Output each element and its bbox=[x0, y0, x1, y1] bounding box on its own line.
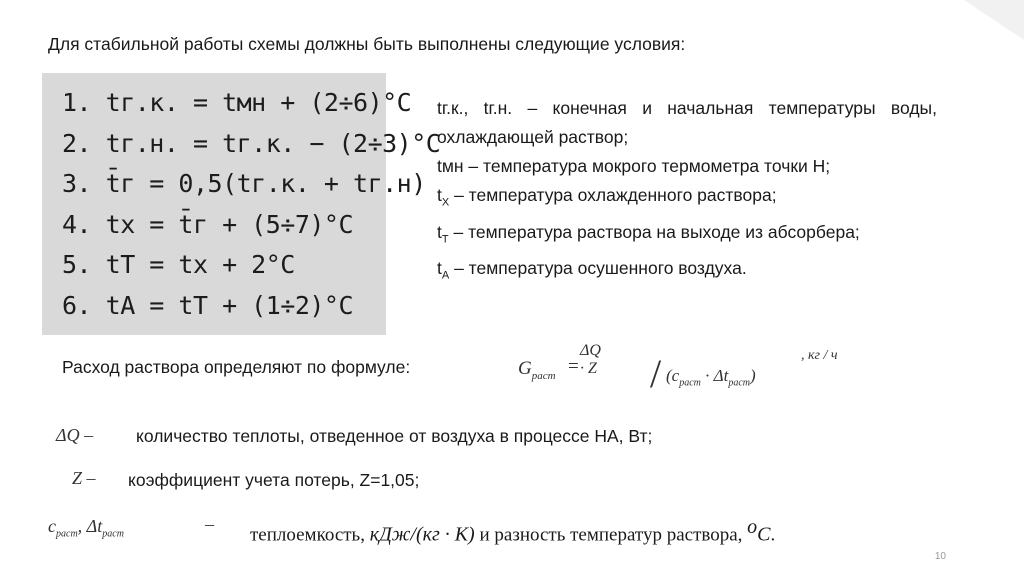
definition-1: tг.к., tг.н. – конечная и начальная температуры воды, охлаждающей раствор; bbox=[437, 98, 937, 147]
condition-2: 2. tг.н. = tг.к. − (2÷3)°C bbox=[62, 128, 441, 158]
condition-5: 5. tT = tx + 2°C bbox=[62, 250, 295, 279]
slide-heading: Для стабильной работы схемы должны быть выполнены следующие условия: bbox=[48, 34, 686, 54]
formula-unit: , кг / ч bbox=[801, 348, 838, 363]
legend-symbol-c-dt: $c_{раст}$, $\Delta t_{раст}$ bbox=[48, 516, 124, 540]
definition-3: $t_X$ – температура охлажденного раствора; bbox=[437, 185, 777, 209]
handwritten-conditions-image bbox=[42, 73, 441, 335]
flow-formula-label: Расход раствора определяют по формуле: bbox=[62, 357, 411, 377]
legend-dash-c-dt: – bbox=[205, 514, 214, 534]
definition-5: $t_A$ – температура осушенного воздуха. bbox=[437, 258, 747, 282]
legend-symbol-z: Z – bbox=[72, 468, 96, 488]
formula-equals: = bbox=[568, 356, 579, 377]
condition-6: 6. tA = tT + (1÷2)°C bbox=[62, 290, 354, 320]
definitions-block bbox=[437, 94, 937, 291]
condition-3: 3. t̄г = 0,5(tг.к. + tг.н) bbox=[62, 169, 426, 198]
formula-slash: / bbox=[650, 351, 662, 396]
condition-4: 4. tx = t̄г + (5÷7)°C bbox=[62, 209, 354, 239]
legend-text-dq: количество теплоты, отведенное от воздуха в процессе НА, Вт; bbox=[136, 426, 653, 446]
formula-denominator: $(c_{раст} \cdot \Delta t_{раст})$ bbox=[666, 366, 756, 389]
legend-symbol-dq: ΔQ – bbox=[56, 425, 94, 445]
definition-2: tмн – температура мокрого термометра точки Н; bbox=[437, 156, 831, 176]
definition-4: $t_T$ – температура раствора на выходе из абсорбера; bbox=[437, 221, 860, 245]
page-number: 10 bbox=[934, 551, 946, 562]
formula-numerator: ΔQ · Z bbox=[580, 342, 601, 377]
legend-text-c-dt: теплоемкость, кДж/(кг · К) и разность температур раствора, $^o$C. bbox=[250, 516, 776, 546]
formula-lhs: $G_{раст}$ bbox=[518, 358, 556, 382]
legend-text-z: коэффициент учета потерь, Z=1,05; bbox=[128, 470, 420, 490]
slide-corner-decoration bbox=[964, 0, 1024, 40]
condition-1: 1. tг.к. = tмн + (2÷6)°C bbox=[62, 88, 412, 117]
